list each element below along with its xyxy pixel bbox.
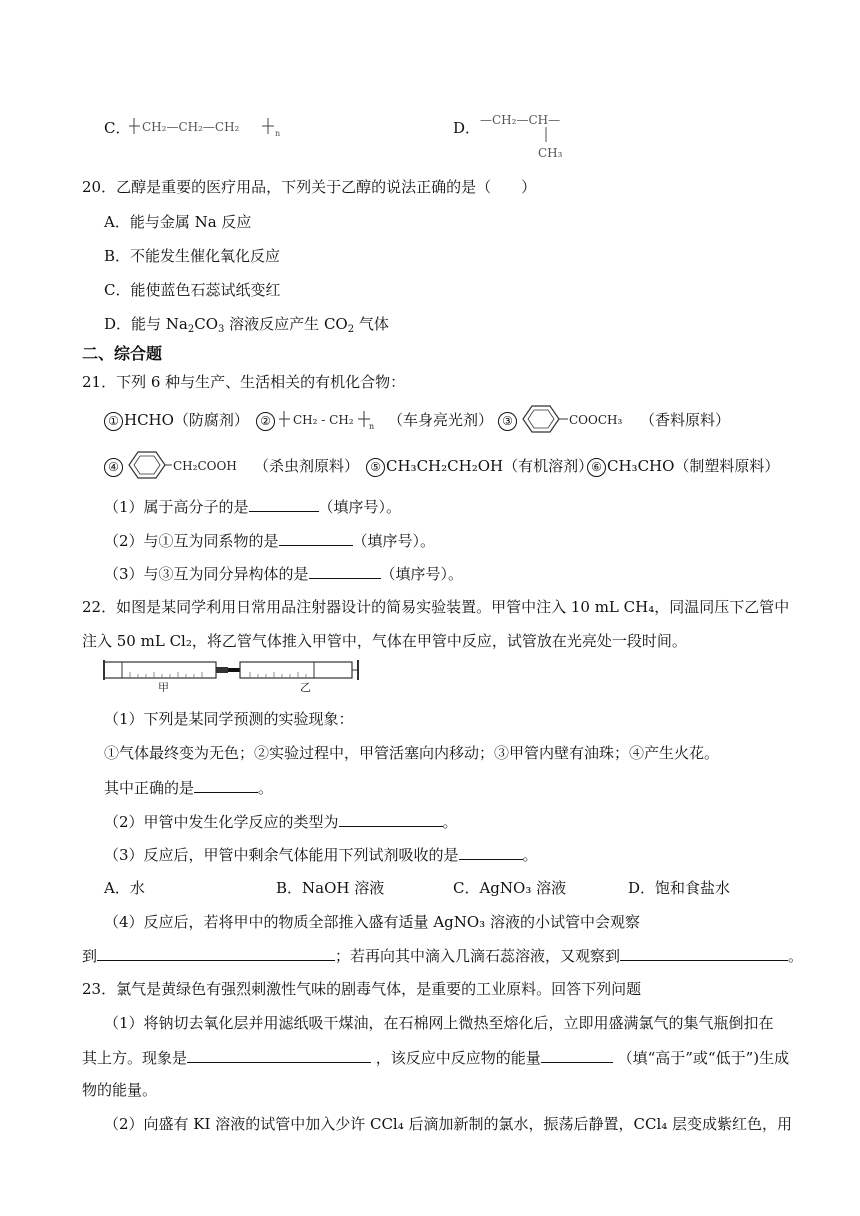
q21-compound-1: [104, 409, 249, 431]
q21-compound-3: [498, 409, 518, 431]
q19-option-c-label: C．: [104, 119, 131, 137]
q19-option-d-structure: [478, 108, 598, 164]
answer-blank[interactable]: [339, 810, 443, 827]
q22-part-4-line-1: （4）反应后，若将甲中的物质全部推入盛有适量 AgNO₃ 溶液的小试管中会观察: [104, 913, 640, 931]
answer-blank[interactable]: [620, 944, 788, 961]
q22-p1-q-text: 其中正确的是: [104, 779, 195, 797]
q23-part-1-line-1: （1）将钠切去氧化层并用滤纸吸干煤油，在石棉网上微热至熔化后，立即用盛满氯气的集气瓶倒扣在: [104, 1014, 774, 1032]
answer-blank[interactable]: [187, 1046, 371, 1063]
q21-compound-4-structure: [126, 448, 248, 482]
q21-compound-5: [366, 455, 593, 477]
q21-p3-text: （3）与③互为同分异构体的是: [104, 565, 309, 583]
q22-part-3: [104, 843, 538, 866]
q22-part-1-items: ①气体最终变为无色；②实验过程中，甲管活塞向内移动；③甲管内壁有油珠；④产生火花。: [104, 744, 720, 762]
q19-option-d: [453, 117, 480, 139]
syringe-yi-label: 乙: [300, 681, 311, 692]
q22-part-1-question: [104, 776, 273, 799]
q19-option-c: [104, 117, 130, 139]
q21-p2-suffix: （填序号）。: [352, 532, 436, 550]
q21-c2-formula: CH₂ - CH₂: [293, 413, 354, 427]
q23-part-1-line-2: [82, 1046, 789, 1069]
q23-part-2-line-1: （2）向盛有 KI 溶液的试管中加入少许 CCl₄ 后滴加新制的氯水，振荡后静置，CCl₄ 层变成紫红色，用: [104, 1115, 793, 1133]
syringe-yi: [240, 662, 352, 678]
q20-option-c: C．能使蓝色石蕊试纸变红: [104, 281, 281, 299]
q22-option-a: A．水: [104, 879, 145, 897]
q20-d-part1: D．能与 Na: [104, 315, 188, 333]
syringe-jia: [104, 662, 216, 678]
q21-compound-3-use: （香料原料）: [640, 411, 731, 429]
q22-p4-text-a: 到: [82, 947, 98, 965]
q21-compound-6-text: CH₃CHO（制塑料原料）: [607, 457, 780, 475]
q19-c-formula: CH₂—CH₂—CH₂: [142, 120, 240, 134]
q22-p4-text-c: 。: [788, 947, 804, 965]
q22-option-d: D．饱和食盐水: [628, 879, 731, 897]
answer-blank[interactable]: [309, 562, 381, 579]
syringe-jia-label: 甲: [158, 681, 169, 692]
q23-stem: 23．氯气是黄绿色有强烈刺激性气味的剧毒气体，是重要的工业原料。回答下列问题: [82, 980, 642, 998]
answer-blank[interactable]: [459, 843, 523, 860]
q22-p3-text: （3）反应后，甲管中剩余气体能用下列试剂吸收的是: [104, 846, 459, 864]
q23-p1-text-a: 其上方。现象是: [82, 1049, 188, 1067]
q21-part-2: [104, 529, 435, 552]
q21-compound-4: [104, 455, 124, 477]
q21-p3-suffix: （填序号）。: [380, 565, 464, 583]
q21-p1-text: （1）属于高分子的是: [104, 498, 249, 516]
circled-number-6: ⑥: [587, 458, 606, 477]
q23-p1-text-c: （填“高于”或“低于”)生成: [612, 1049, 790, 1067]
q22-option-c: C．AgNO₃ 溶液: [453, 879, 567, 897]
circled-number-3: ③: [498, 412, 517, 431]
answer-blank[interactable]: [97, 944, 335, 961]
q21-compound-1-text: HCHO（防腐剂）: [124, 411, 249, 429]
q22-p2-suffix: 。: [442, 813, 458, 831]
q21-c4-group: CH₂COOH: [173, 459, 237, 473]
answer-blank[interactable]: [194, 776, 258, 793]
q21-part-1: [104, 495, 401, 518]
q20-d-part3: 溶液反应产生 CO: [224, 315, 348, 333]
q19-option-c-structure: [128, 112, 288, 142]
answer-blank[interactable]: [279, 529, 353, 546]
q21-compound-5-text: CH₃CH₂CH₂OH（有机溶剂）: [386, 457, 594, 475]
q23-part-1-line-3: 物的能量。: [82, 1081, 158, 1099]
q23-p1-text-b: ，该反应中反应物的能量: [371, 1049, 541, 1067]
q20-option-b: B．不能发生催化氧化反应: [104, 247, 281, 265]
q19-d-top: —CH₂—CH—: [480, 113, 561, 127]
q21-stem: 21．下列 6 种与生产、生活相关的有机化合物：: [82, 373, 406, 391]
circled-number-1: ①: [104, 412, 123, 431]
q19-c-n: n: [275, 129, 281, 138]
circled-number-5: ⑤: [366, 458, 385, 477]
syringe-apparatus-diagram: [100, 658, 362, 692]
answer-blank[interactable]: [249, 495, 319, 512]
answer-blank[interactable]: [541, 1046, 613, 1063]
q22-stem-line-1: 22．如图是某同学利用日常用品注射器设计的简易实验装置。甲管中注入 10 mL CH₄，同温同压下乙管中: [82, 598, 790, 616]
circled-number-4: ④: [104, 458, 123, 477]
q22-option-b: B．NaOH 溶液: [276, 879, 385, 897]
circled-number-2: ②: [256, 412, 275, 431]
section-heading: 二、综合题: [82, 344, 163, 363]
q20-d-part4: 气体: [354, 315, 389, 333]
q21-compound-4-use: （杀虫剂原料）: [254, 457, 360, 475]
q21-p1-suffix: （填序号）。: [318, 498, 402, 516]
q21-compound-2: [256, 409, 276, 431]
q20-option-d: D．能与 $Na_2CO_3$ 溶液反应产生 $CO_2$ 气体: [104, 315, 389, 335]
q21-compound-6: [587, 455, 779, 477]
q19-option-d-label: D．: [453, 119, 481, 137]
q22-stem-line-2: 注入 50 mL Cl₂，将乙管气体推入甲管中，气体在甲管中反应，试管放在光亮处一段时间。: [82, 632, 687, 650]
q22-p2-text: （2）甲管中发生化学反应的类型为: [104, 813, 339, 831]
q20-stem: 20．乙醇是重要的医疗用品，下列关于乙醇的说法正确的是（ ）: [82, 178, 537, 196]
q20-d-part2: CO: [194, 315, 219, 333]
q22-p3-suffix: 。: [522, 846, 538, 864]
q21-p2-text: （2）与①互为同系物的是: [104, 532, 279, 550]
q22-part-4-line-2: [82, 944, 803, 967]
q22-p1-q-suffix: 。: [258, 779, 274, 797]
q21-part-3: [104, 562, 463, 585]
q19-d-bottom: CH₃: [538, 146, 563, 160]
q21-c2-n: n: [369, 422, 375, 431]
q21-compound-2-structure: [278, 406, 378, 434]
q20-option-a: A．能与金属 Na 反应: [104, 213, 252, 231]
q22-p4-text-b: ；若再向其中滴入几滴石蕊溶液，又观察到: [335, 947, 621, 965]
q22-part-2: [104, 810, 458, 833]
q21-c3-group: COOCH₃: [569, 413, 623, 427]
q22-part-1: （1）下列是某同学预测的实验现象：: [104, 710, 354, 728]
q21-compound-2-use: （车身亮光剂）: [388, 411, 494, 429]
q21-compound-3-structure: [520, 402, 632, 436]
